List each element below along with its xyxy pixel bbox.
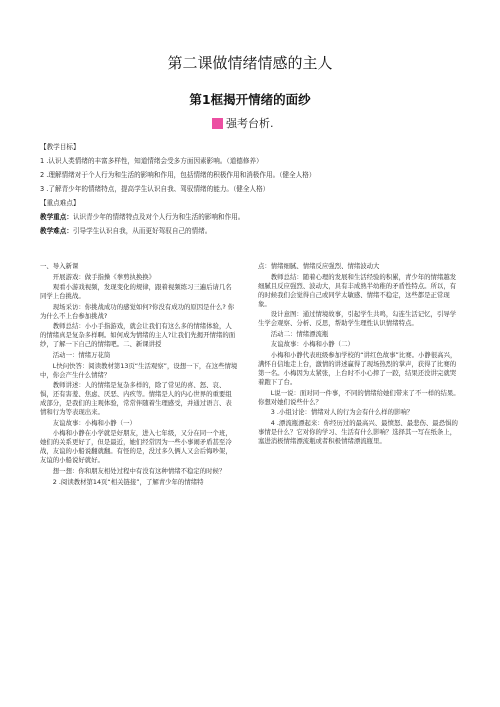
activity-heading: 活动一：情绪万花筒 [52, 350, 111, 359]
paragraph: L快问快答：阅读教材第13页“生活观察”，设想一下，在这些情境中，你会产生什么情绪？ [40, 361, 238, 379]
lesson-subtitle: 第1框揭开情绪的面纱 [189, 92, 311, 107]
document-title: 第二课做情绪情感的主人 [167, 54, 333, 72]
pink-square-icon [212, 118, 223, 129]
activity-heading: 活动二：情绪漂流瓶 [270, 329, 329, 338]
paragraph: 4 .漂流瓶漂起来：你经历过的最高兴、最愤怒、最悲伤、最恐惧的事情是什么？它对你的学习、生活有什么影响？选择其一写在纸条上，塞进消极情绪漂流瓶或者积极情绪漂流瓶里。 [258, 418, 458, 445]
left-column [40, 262, 238, 488]
difficulty-point [40, 227, 211, 236]
paragraph: L说一说：面对同一件事，不同的情绪给她们带来了不一样的结果。你想对她们说些什么？ [258, 388, 460, 406]
paragraph: 3 .小组讨论：情绪对人的行为会有什么样的影响？ [270, 408, 414, 417]
story-heading: 友谊故事：小梅和小静（一） [52, 418, 136, 427]
goal-item: 2 .理解情绪对于个人行为和生活的影响和作用，包括情绪的积极作用和消极作用。（健全人格） [40, 171, 316, 179]
key-heading: 【重点难点】 [40, 199, 80, 207]
goal-item: 3 .了解青少年的情绪特点，提高学生认识自我、驾驭情绪的能力。（健全人格） [40, 185, 270, 193]
paragraph: 开展游戏：做手指操《拳剪执换换》 [52, 272, 156, 281]
paragraph: 点：情绪细腻、情绪反应强烈、情绪波动大 [258, 262, 380, 270]
goal-item: 1 .认识人类情绪的丰富多样性，知道情绪会受多方面因素影响。（道德修养） [40, 157, 263, 165]
section-tag-label: 强考台析. [226, 117, 274, 130]
story-heading: 友谊故事：小梅和小静（二） [270, 340, 354, 349]
paragraph: 想一想：你和朋友相处过程中有没有这种情绪不稳定的时候？ [52, 466, 226, 475]
paragraph: 教师总结：随着心理的发展和生活经验的积累，青少年的情绪越发细腻且反应强烈、波动大，具有丰成熟半幼稚的矛盾性特点。所以，有的时候我们会觉得自己或同学太敏感、情绪不稳定，这些都是正常现象。 [258, 272, 457, 308]
paragraph: 小梅和小静代表班级参加学校的“讲红色故事”比赛。小静很高兴，满怀自信地走上台，激情的讲述赢得了现场热烈的掌声，获得了比赛的第一名。小梅因为太紧张，上台时不小心摔了一跤，结果还没讲完就哭着跑下了台。 [258, 350, 457, 386]
paragraph: 设计意图：通过情境故事，引起学生共鸣，勾连生活记忆，引导学生学会观察、分析、反思，帮助学生理性认识情绪特点。 [258, 310, 457, 328]
paragraph: 小梅和小静在小学就是好朋友，进入七年级，又分在同一个班，她们的关系更好了，但是最近，她们经常因为一些小事闹矛盾甚至冷战，友谊的小船说翻就翻。有怪的是，没过多久俩人又会后悔吵架，友谊的小船说好就好。 [40, 429, 232, 465]
section-heading: 一、导入新课 [40, 262, 79, 270]
section-tag [212, 115, 274, 131]
difficulty-label: 教学难点： [40, 227, 73, 235]
paragraph: 2 .阅读教材第14页“相关链接”，了解青少年的情绪特 [52, 477, 204, 486]
paragraph: 教师总结：小小手指游戏，就会让我们有这么多的情绪体验，人的情绪真是复杂多样啊。如何成为情绪的主人?让我们先揭开情绪的面纱，了解一下自己的情绪吧。二、新课讲授 [40, 322, 236, 349]
paragraph: 教师讲述：人的情绪是复杂多样的，除了常见的喜、怒、哀、惧，还有害羞、焦虑、厌恶、内疚等。情绪是人的内心世界的重要组成部分，是我们的主观体验，常常伴随着生理感受，并通过语言、表情和行为等表现出来。 [40, 381, 232, 417]
right-column [258, 262, 462, 447]
difficulty-text: 引导学生认识自我，从而更好驾驭自己的情绪。 [72, 227, 212, 235]
paragraph: 观看小游戏视频，发现变化的规律，跟着视频练习三遍后请几名同学上台挑战。 [40, 283, 232, 301]
key-point-text: 认识青少年的情绪特点及对个人行为和生活的影响和作用。 [72, 213, 245, 221]
goals-heading: 【教学目标】 [40, 143, 80, 151]
key-point [40, 213, 244, 222]
key-point-label: 教学重点： [40, 213, 73, 221]
paragraph: 现场采访：你挑战成功的感觉如何?你没有成功的原因是什么? 你为什么不上台参加挑战? [40, 302, 235, 320]
